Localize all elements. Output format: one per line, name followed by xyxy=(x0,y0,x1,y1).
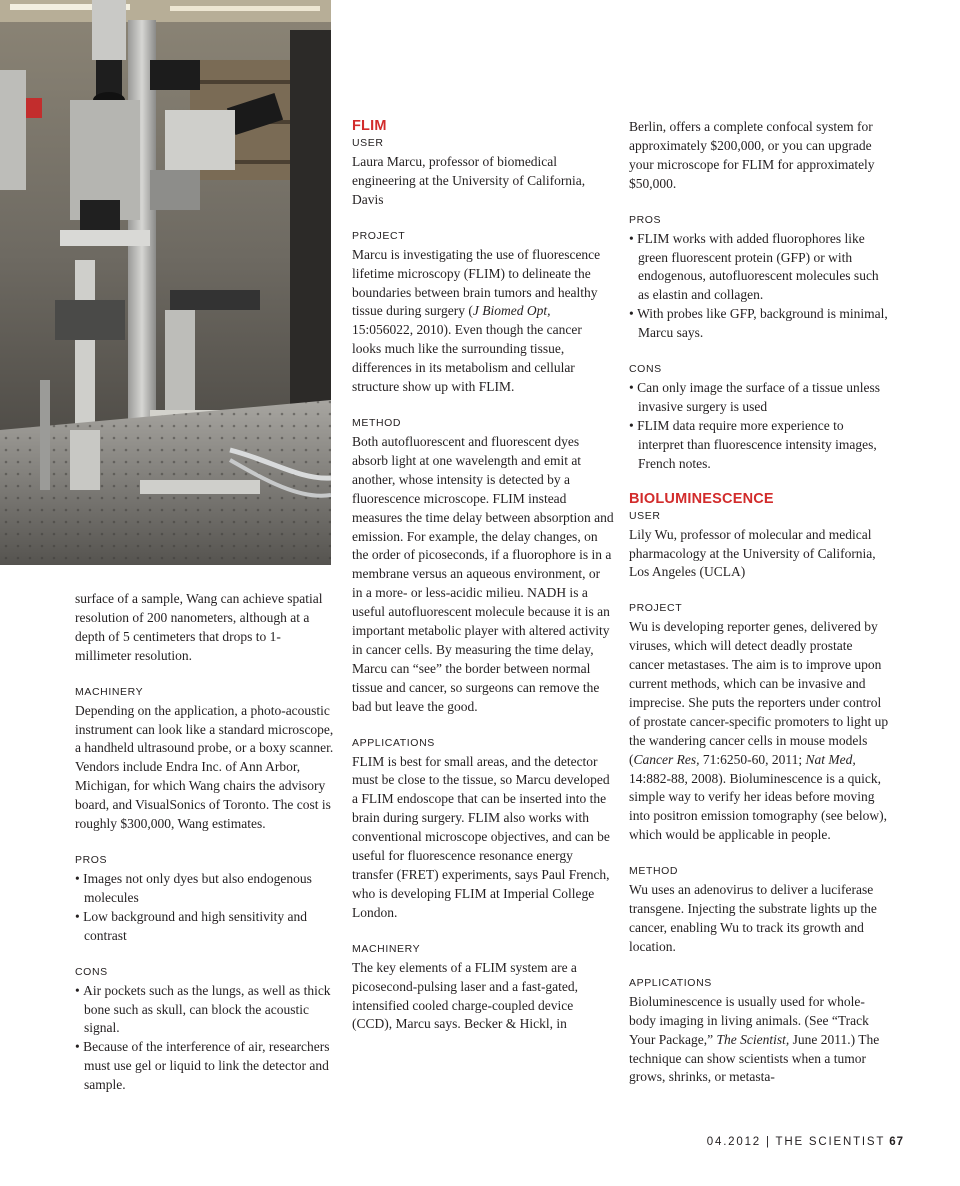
column-2 xyxy=(352,118,614,1034)
flim-project-paragraph xyxy=(352,246,614,397)
cons-label: CONS xyxy=(75,965,108,978)
flim-method-paragraph: Both autofluorescent and fluorescent dyes absorb light at one wavelength and emit at another, whose intensity is detected by a fluorescence microscope. FLIM instead measures the time delay between absorption and emission. For example, the delay changes, on the order of picoseconds, if a fluorophore is in a membrane versus an aqueous environment, or in a more- or less-acidic milieu. NADH is a useful autofluorescent molecule because it is an important metabolic player with altered activity in cancer cells. By measuring the time delay, Marcu can “see” the border between normal tissue and cancer, so surgeons can remove the bad but leave the good. xyxy=(352,433,614,714)
list-item: • Because of the interference of air, researchers must use gel or liquid to link the detector and sample. xyxy=(75,1038,337,1095)
flim-user-label: USER xyxy=(352,137,384,149)
flim-machinery-label: MACHINERY xyxy=(352,942,421,955)
flim-cons-label: CONS xyxy=(629,363,662,376)
flim-applications-label: APPLICATIONS xyxy=(352,736,435,749)
citation: Cancer Res, xyxy=(633,751,700,767)
column-3 xyxy=(629,118,891,1087)
page-number: 67 xyxy=(889,1136,904,1148)
list-item: • With probes like GFP, background is minimal, Marcu says. xyxy=(629,305,891,343)
applications-text-a: Bioluminescence is usually used for whole-body imaging in living animals. (See “Track Your Package,” xyxy=(629,993,869,1047)
bio-project-paragraph xyxy=(629,618,891,845)
bioluminescence-heading: BIOLUMINESCENCE xyxy=(629,490,774,507)
project-text-c: 14:882-88, 2008). Bioluminescence is a quick, simple way to verify her ideas before moving into positron emission tomography (see below), which would be applicable in people. xyxy=(629,770,887,843)
intro-paragraph: surface of a sample, Wang can achieve spatial resolution of 200 nanometers, although at a depth of 5 centimeters that drops to 1-millimeter resolution. xyxy=(75,591,323,663)
issue-info: 04.2012 | THE SCIENTIST xyxy=(706,1136,886,1148)
flim-pros-label: PROS xyxy=(629,213,662,226)
page-footer xyxy=(707,1136,904,1148)
machinery-label: MACHINERY xyxy=(75,685,144,698)
flim-project-label: PROJECT xyxy=(352,229,406,242)
flim-pros-list xyxy=(629,230,891,343)
flim-machinery-continued: Berlin, offers a complete confocal system for approximately $200,000, or you can upgrade your microscope for FLIM for approximately $50,000. xyxy=(629,119,875,191)
flim-cons-list xyxy=(629,379,891,474)
bio-applications-paragraph xyxy=(629,993,891,1088)
flim-method-label: METHOD xyxy=(352,416,402,429)
bio-project-label: PROJECT xyxy=(629,602,683,615)
bio-user-paragraph: Lily Wu, professor of molecular and medical pharmacology at the University of California, Los Angeles (UCLA) xyxy=(629,526,876,580)
list-item: • Images not only dyes but also endogenous molecules xyxy=(75,870,337,908)
citation: J Biomed Opt, xyxy=(472,303,551,319)
list-item: • Low background and high sensitivity and contrast xyxy=(75,908,337,946)
pros-list xyxy=(75,870,337,946)
project-text-a: Marcu is investigating the use of fluorescence lifetime microscopy (FLIM) to delineate the boundaries between brain tumors and healthy tissue during surgery ( xyxy=(352,246,601,319)
citation: Nat Med, xyxy=(805,751,856,767)
citation: The Scientist, xyxy=(716,1031,790,1047)
project-text-b: 71:6250-60, 2011; xyxy=(699,751,806,767)
flim-heading: FLIM xyxy=(352,118,387,134)
column-1 xyxy=(75,590,337,1095)
flim-user-paragraph: Laura Marcu, professor of biomedical engineering at the University of California, Davis xyxy=(352,154,586,207)
applications-text-b: June 2011.) The technique can show scientists when a tumor grows, shrinks, or metasta- xyxy=(629,1031,880,1085)
machinery-paragraph: Depending on the application, a photo-acoustic instrument can look like a standard microscope, a handheld ultrasound probe, or a boxy scanner. Vendors include Endra Inc. of Ann Arbor, Michigan, for which Wang chairs the advisory board, and VisualSonics of Toronto. The cost is roughly $300,000, Wang estimates. xyxy=(75,702,334,832)
flim-applications-paragraph: FLIM is best for small areas, and the detector must be close to the tissue, so Marcu developed a FLIM endoscope that can be inserted into the brain during surgery. FLIM also works with conventional microscope objectives, and can be useful for fluorescence resonance energy transfer (FRET) experiments, says Paul French, who is developing FLIM at Imperial College London. xyxy=(352,753,610,920)
bio-method-paragraph: Wu uses an adenovirus to deliver a luciferase transgene. Injecting the substrate lights up the cancer, enabling Wu to track its growth and location. xyxy=(629,882,877,954)
list-item: • Air pockets such as the lungs, as well as thick bone such as skull, can block the acoustic signal. xyxy=(75,982,337,1039)
project-text-b: 15:056022, 2010). Even though the cancer looks much like the surrounding tissue, differences in its metabolism and cellular structure show up with FLIM. xyxy=(352,322,582,395)
project-text-a: Wu is developing reporter genes, delivered by viruses, which will detect deadly prostate cancer metastases. The aim is to improve upon current methods, which can be invasive and imprecise. She puts the reporters under control of prostate cancer-specific promoters to light up the wandering cancer cells in mouse models ( xyxy=(629,619,889,767)
list-item: • Can only image the surface of a tissue unless invasive surgery is used xyxy=(629,379,891,417)
microscope-photo xyxy=(0,0,331,565)
bio-user-label: USER xyxy=(629,509,661,522)
bio-method-label: METHOD xyxy=(629,865,679,878)
flim-machinery-paragraph: The key elements of a FLIM system are a picosecond-pulsing laser and a fast-gated, intensified cooled charge-coupled device (CCD), Marcu says. Becker & Hickl, in xyxy=(352,959,579,1032)
bio-applications-label: APPLICATIONS xyxy=(629,976,712,989)
pros-label: PROS xyxy=(75,853,108,866)
cons-list xyxy=(75,982,337,1095)
list-item: • FLIM data require more experience to interpret than fluorescence intensity images, French notes. xyxy=(629,417,891,474)
list-item: • FLIM works with added fluorophores like green fluorescent protein (GFP) or with endogenous, autofluorescent molecules such as elastin and collagen. xyxy=(629,230,891,306)
